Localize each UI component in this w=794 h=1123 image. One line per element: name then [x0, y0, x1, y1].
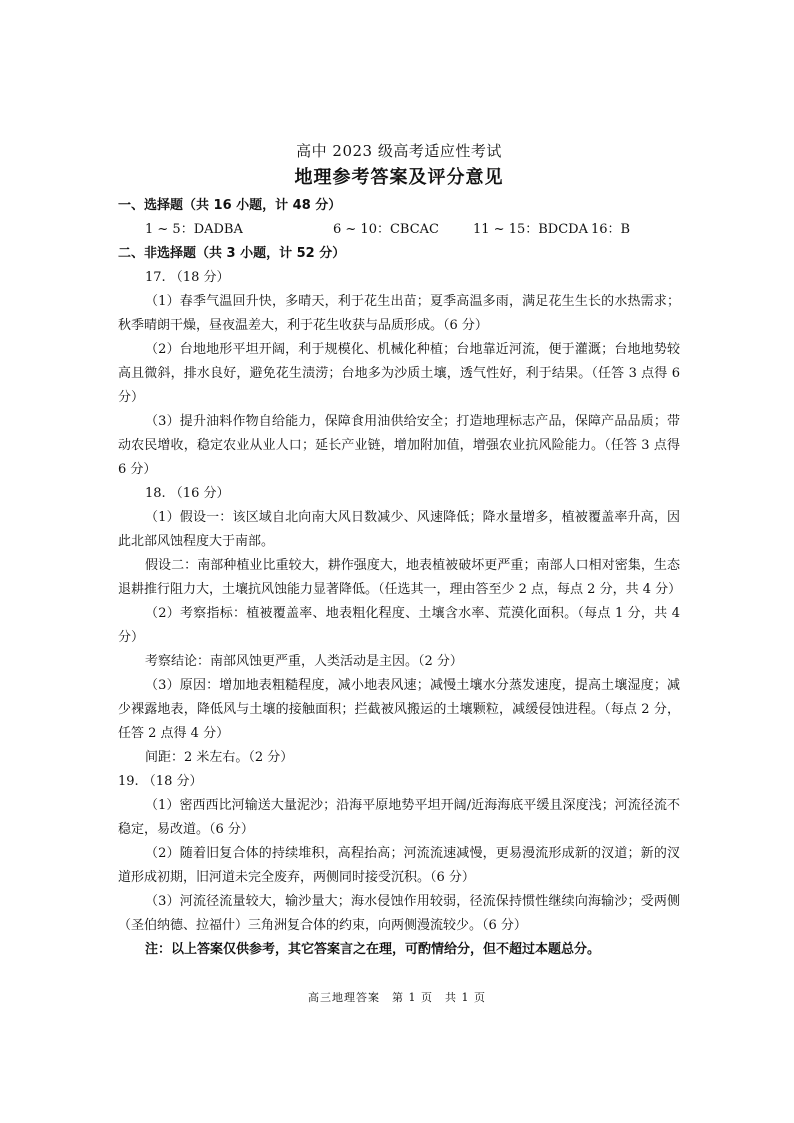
- answer-paragraph: （1）春季气温回升快，多晴天，利于花生出苗；夏季高温多雨，满足花生生长的水热需求；秋季晴朗干燥，昼夜温差大，利于花生收获与品质形成。（6 分）: [118, 294, 680, 333]
- choice-answers: [118, 218, 680, 242]
- answer-paragraph: （3）提升油料作物自给能力，保障食用油供给安全；打造地理标志产品，保障产品品质；带动农民增收，稳定农业从业人口；延长产业链，增加附加值，增强农业抗风险能力。（任答 3 点得 6 分）: [118, 414, 680, 477]
- answer-paragraph: 考察结论：南部风蚀更严重，人类活动是主因。（2 分）: [145, 654, 463, 669]
- section-heading-choice: 一、选择题（共 16 小题，计 48 分）: [118, 198, 342, 213]
- answer-group: 6 ~ 10：CBCAC: [333, 222, 439, 237]
- question-17-heading: 17. （18 分）: [145, 270, 230, 285]
- question-18-heading: 18. （16 分）: [145, 486, 230, 501]
- answer-paragraph: 假设二：南部种植业比重较大，耕作强度大，地表植被破坏更严重；南部人口相对密集，生态退耕推行阻力大，土壤抗风蚀能力显著降低。（任选其一，理由答至少 2 点，每点 2 分，共 4 分）: [118, 558, 682, 597]
- answer-paragraph: （3）原因：增加地表粗糙程度，减小地表风速；减慢土壤水分蒸发速度，提高土壤湿度；减少裸露地表，降低风与土壤的接触面积；拦截被风搬运的土壤颗粒，减缓侵蚀进程。（每点 2 分，任答 2 点得 4 分）: [118, 678, 680, 741]
- question-19-heading: 19. （18 分）: [118, 774, 203, 789]
- section-heading-nonchoice: 二、非选择题（共 3 小题，计 52 分）: [118, 246, 346, 261]
- answer-paragraph: （2）随着旧复合体的持续堆积，高程抬高；河流流速减慢，更易漫流形成新的汊道；新的汊道形成初期，旧河道未完全废弃，两侧同时接受沉积。（6 分）: [118, 846, 680, 885]
- answer-paragraph: （1）假设一：该区域自北向南大风日数减少、风速降低；降水量增多，植被覆盖率升高，因此北部风蚀程度大于南部。: [118, 510, 680, 549]
- answer-group: 1 ~ 5：DADBA: [145, 222, 243, 237]
- grading-note: 注：以上答案仅供参考，其它答案言之在理，可酌情给分，但不超过本题总分。: [145, 942, 601, 957]
- answer-paragraph: （2）台地地形平坦开阔，利于规模化、机械化种植；台地靠近河流，便于灌溉；台地地势较高且微斜，排水良好，避免花生渍涝；台地多为沙质土壤，透气性好，利于结果。（任答 3 点得 6 分）: [118, 342, 680, 405]
- answer-paragraph: （3）河流径流量较大，输沙量大；海水侵蚀作用较弱，径流保持惯性继续向海输沙；受两侧（圣伯纳德、拉福什）三角洲复合体的约束，向两侧漫流较少。（6 分）: [118, 894, 680, 933]
- exam-title: 高中 2023 级高考适应性考试: [296, 142, 502, 160]
- page-title: 地理参考答案及评分意见: [294, 167, 504, 188]
- answer-group: 16：B: [591, 222, 631, 237]
- answer-group: 11 ~ 15：BDCDA: [473, 222, 588, 237]
- answer-paragraph: （2）考察指标：植被覆盖率、地表粗化程度、土壤含水率、荒漠化面积。（每点 1 分，共 4 分）: [118, 606, 680, 645]
- answer-sheet: [118, 138, 680, 962]
- answer-paragraph: 间距：2 米左右。（2 分）: [145, 750, 294, 765]
- answer-paragraph: （1）密西西比河输送大量泥沙；沿海平原地势平坦开阔/近海海底平缓且深度浅；河流径流不稳定，易改道。（6 分）: [118, 798, 680, 837]
- page-footer: 高三地理答案 第 1 页 共 1 页: [308, 991, 486, 1004]
